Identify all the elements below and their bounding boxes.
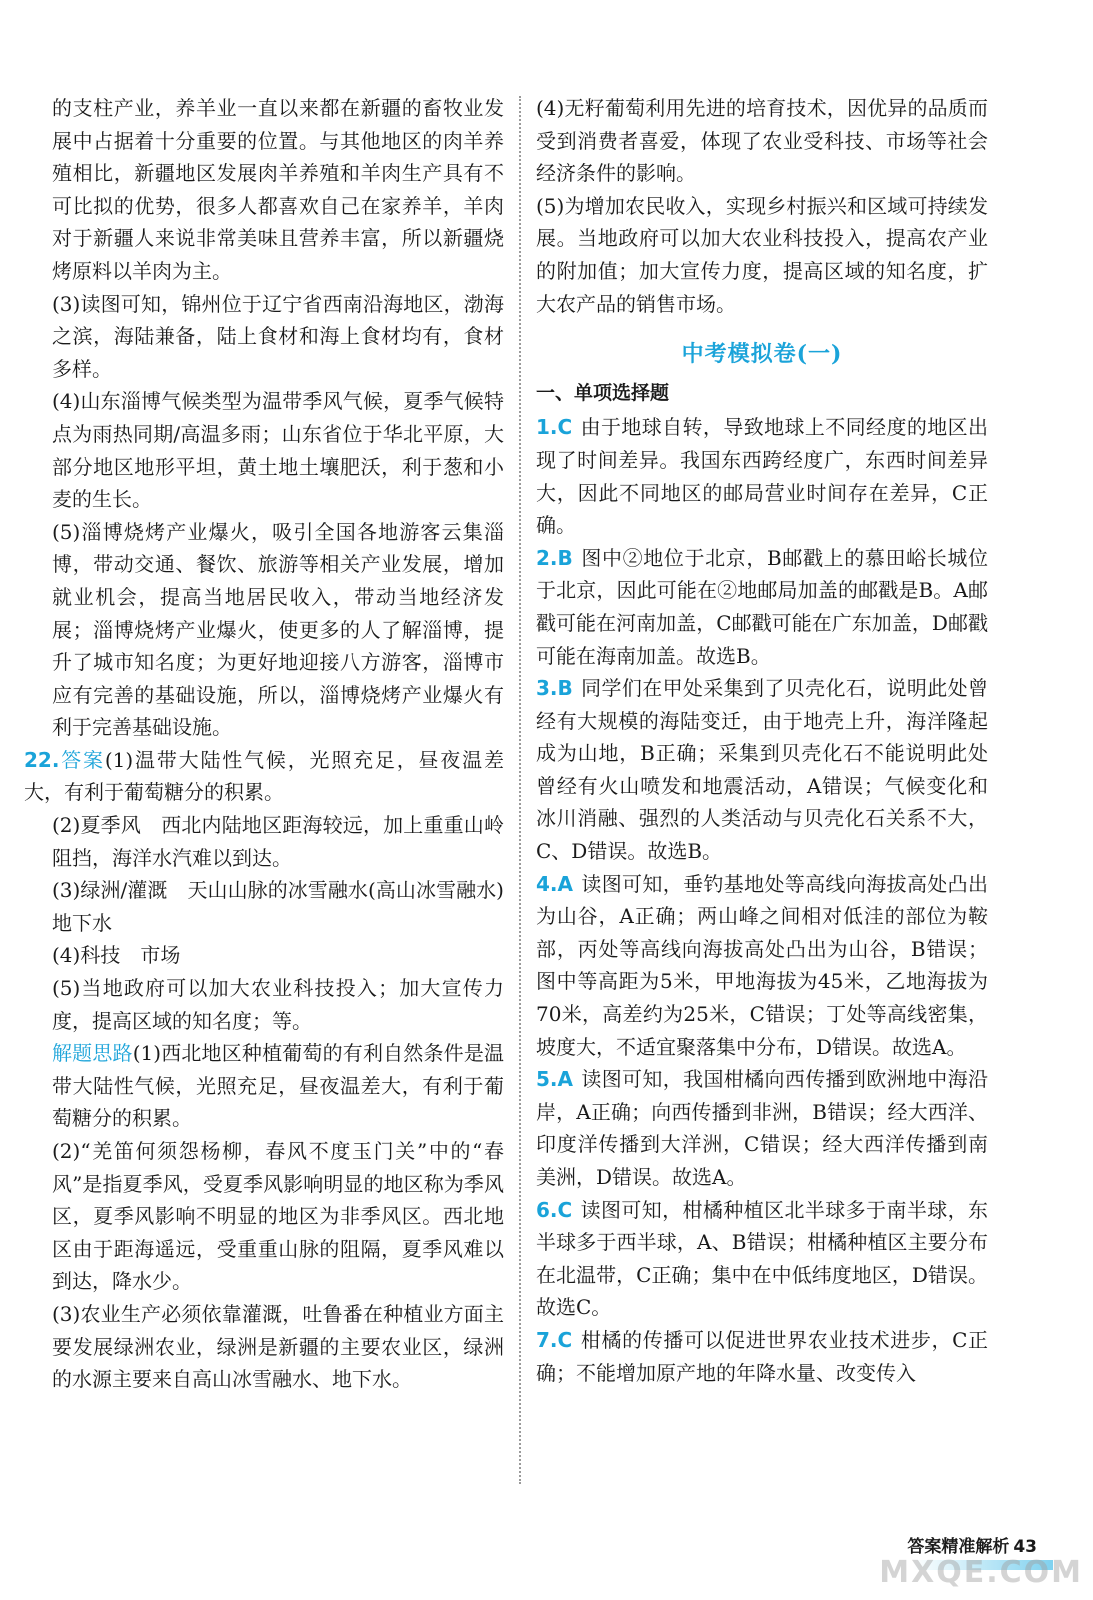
- answer-item: [536, 672, 988, 868]
- answer-text: 同学们在甲处采集到了贝壳化石，说明此处曾经有大规模的海陆变迁，由于地壳上升，海洋隆起成为山地，B正确；采集到贝壳化石不能说明此处曾经有火山喷发和地震活动，A错误；气候变化和冰川消融、强烈的人类活动与贝壳化石关系不大，C、D错误。故选B。: [536, 676, 988, 864]
- answer-item: [536, 1063, 988, 1193]
- answer-text: 由于地球自转，导致地球上不同经度的地区出现了时间差异。我国东西跨经度广，东西时间差异大，因此不同地区的邮局营业时间存在差异，C正确。: [536, 415, 988, 538]
- answer-tag: 答案: [59, 747, 105, 772]
- answer-item: [536, 868, 988, 1064]
- answer-item: [536, 411, 988, 541]
- answer-text: 读图可知，我国柑橘向西传播到欧洲地中海沿岸，A正确；向西传播到非洲，B错误；经大西洋、印度洋传播到大洋洲，C错误；经大西洋传播到南美洲，D错误。故选A。: [536, 1067, 988, 1189]
- answer-number: 3.B: [536, 676, 573, 701]
- page-number: 43: [1013, 1537, 1037, 1557]
- hint-tag: 解题思路: [52, 1041, 133, 1066]
- paragraph-farmer-income: (5)为增加农民收入，实现乡村振兴和区域可持续发展。当地政府可以加大农业科技投入，提高农产业的附加值；加大宣传力度，提高区域的知名度，扩大农产品的销售市场。: [536, 193, 988, 316]
- answer-item: [536, 1194, 988, 1324]
- question-number: 22.: [24, 747, 60, 772]
- question-22-answer-2: (2)夏季风 西北内陆地区距海较远，加上重重山岭阻挡，海洋水汽难以到达。: [52, 813, 504, 870]
- hint-text: (1)西北地区种植葡萄的有利自然条件是温带大陆性气候，光照充足，昼夜温差大，有利于葡萄糖分的积累。: [52, 1041, 504, 1131]
- page-footer: [907, 1532, 1037, 1557]
- paragraph-seedless-grape: (4)无籽葡萄利用先进的培育技术，因优异的品质而受到消费者喜爱，体现了农业受科技、市场等社会经济条件的影响。: [536, 96, 988, 186]
- answer-number: 2.B: [536, 545, 573, 570]
- answer-item: [536, 542, 988, 672]
- answer-item: [536, 1324, 988, 1389]
- watermark: MXQE.COM: [879, 1555, 1083, 1590]
- answer-text: 柑橘的传播可以促进世界农业技术进步，C正确；不能增加原产地的年降水量、改变传入: [536, 1327, 988, 1385]
- paragraph-jinzhou: (3)读图可知，锦州位于辽宁省西南沿海地区，渤海之滨，海陆兼备，陆上食材和海上食材均有，食材多样。: [52, 291, 504, 381]
- answer-number: 5.A: [536, 1067, 573, 1092]
- column-divider: [519, 96, 521, 1484]
- paragraph-zibo-climate: (4)山东淄博气候类型为温带季风气候，夏季气候特点为雨热同期/高温多雨；山东省位于华北平原，大部分地区地形平坦，黄土地土壤肥沃，利于葱和小麦的生长。: [52, 389, 504, 512]
- question-22-answer-5: (5)当地政府可以加大农业科技投入；加大宣传力度，提高区域的知名度；等。: [52, 976, 504, 1033]
- left-column: [24, 92, 524, 1396]
- section-title: 中考模拟卷(一): [681, 341, 843, 368]
- right-column: [536, 92, 988, 1389]
- answer-text: 读图可知，垂钓基地处等高线向海拔高处凸出为山谷，A正确；两山峰之间相对低洼的部位为鞍部，丙处等高线向海拔高处凸出为山谷，B错误；图中等高距为5米，甲地海拔为45米，乙地海拔为70米，高差约为25米，C错误；丁处等高线密集，坡度大，不适宜聚落集中分布，D错误。故选A。: [536, 871, 988, 1059]
- question-22-hint-3: (3)农业生产必须依靠灌溉，吐鲁番在种植业方面主要发展绿洲农业，绿洲是新疆的主要农业区，绿洲的水源主要来自高山冰雪融水、地下水。: [52, 1301, 504, 1392]
- question-22-hint-1: [52, 1037, 504, 1135]
- footer-label: 答案精准解析: [907, 1537, 1010, 1557]
- answer-text: 图中②地位于北京，B邮戳上的慕田峪长城位于北京，因此可能在②地邮局加盖的邮戳是B。A邮戳可能在河南加盖，C邮戳可能在广东加盖，D邮戳可能在海南加盖。故选B。: [536, 545, 988, 668]
- question-22-hint-2: (2)“羌笛何须怨杨柳，春风不度玉门关”中的“春风”是指夏季风，受夏季风影响明显的地区称为季风区，夏季风影响不明显的地区为非季风区。西北地区由于距海遥远，受重重山脉的阻隔，夏季风难以到达，降水少。: [52, 1139, 504, 1294]
- question-22-answer-4: (4)科技 市场: [52, 943, 181, 968]
- answer-number: 7.C: [536, 1327, 573, 1352]
- answer-text: 读图可知，柑橘种植区北半球多于南半球，东半球多于西半球，A、B错误；柑橘种植区主要分布在北温带，C正确；集中在中低纬度地区，D错误。故选C。: [536, 1197, 988, 1320]
- answer-number: 1.C: [536, 415, 573, 440]
- section-subtitle: 一、单项选择题: [536, 381, 670, 404]
- question-22-answer-1: [24, 744, 504, 809]
- answer-text: (1)温带大陆性气候，光照充足，昼夜温差大，有利于葡萄糖分的积累。: [24, 747, 504, 805]
- answer-number: 4.A: [536, 871, 573, 896]
- paragraph-zibo-industry: (5)淄博烧烤产业爆火，吸引全国各地游客云集淄博，带动交通、餐饮、旅游等相关产业发展，增加就业机会，提高当地居民收入，带动当地经济发展；淄博烧烤产业爆火，使更多的人了解淄博，提升了城市知名度；为更好地迎接八方游客，淄博市应有完善的基础设施，所以，淄博烧烤产业爆火有利于完善基础设施。: [52, 519, 504, 740]
- question-22-answer-3: (3)绿洲/灌溉 天山山脉的冰雪融水(高山冰雪融水) 地下水: [52, 878, 524, 935]
- paragraph-xinjiang-lamb: 的支柱产业，养羊业一直以来都在新疆的畜牧业发展中占据着十分重要的位置。与其他地区的肉羊养殖相比，新疆地区发展肉羊养殖和羊肉生产具有不可比拟的优势，很多人都喜欢自己在家养羊，羊肉对于新疆人来说非常美味且营养丰富，所以新疆烧烤原料以羊肉为主。: [52, 96, 504, 283]
- answer-number: 6.C: [536, 1197, 573, 1222]
